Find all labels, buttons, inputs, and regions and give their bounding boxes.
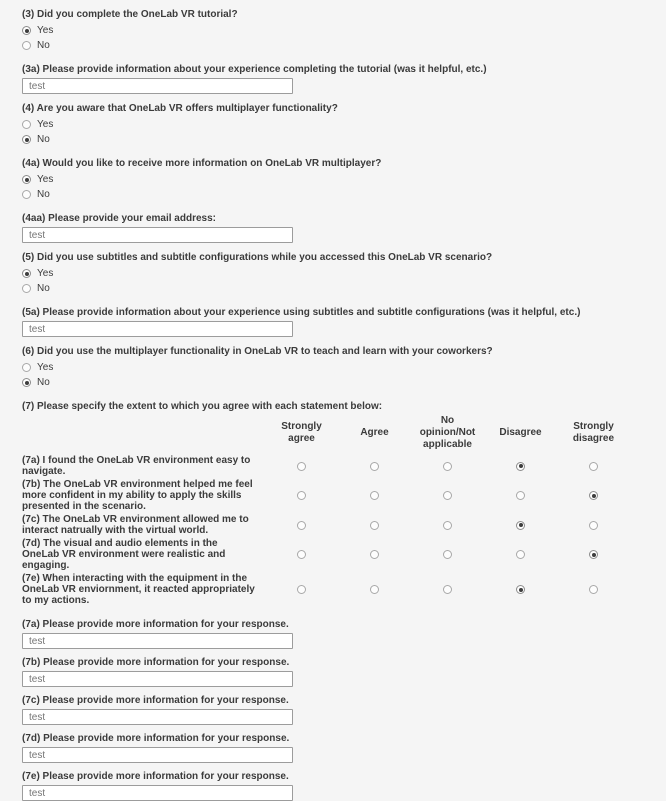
matrix-row	[22, 513, 644, 537]
survey-form	[22, 8, 644, 801]
question-label: (4a) Would you like to receive more information on OneLab VR multiplayer?	[22, 158, 382, 169]
question-label: (7a) Please provide more information for your response.	[22, 619, 289, 630]
matrix-radio-cell[interactable]	[484, 513, 557, 537]
radio-icon[interactable]	[297, 585, 306, 594]
radio-option-yes[interactable]	[22, 117, 644, 132]
matrix-corner	[22, 415, 265, 451]
matrix-statement: (7d) The visual and audio elements in the OneLab VR environment were realistic and engaging.	[22, 538, 226, 571]
radio-icon[interactable]	[22, 269, 31, 278]
question-label: (5a) Please provide information about your experience using subtitles and subtitle configurations (was it helpful, etc.)	[22, 307, 581, 318]
matrix-column-header: Strongly disagree	[572, 421, 615, 444]
radio-option-no[interactable]	[22, 281, 644, 296]
matrix-statement: (7a) I found the OneLab VR environment easy to navigate.	[22, 455, 251, 477]
radio-icon[interactable]	[589, 521, 598, 530]
radio-option-label: Yes	[37, 119, 54, 130]
matrix-radio-cell[interactable]	[557, 572, 630, 607]
question-label: (6) Did you use the multiplayer functionality in OneLab VR to teach and learn with your coworkers?	[22, 346, 493, 357]
question-label: (3) Did you complete the OneLab VR tutorial?	[22, 9, 238, 20]
radio-option-label: No	[37, 40, 50, 51]
text-input-q4aa[interactable]	[22, 227, 293, 243]
matrix-statement: (7e) When interacting with the equipment in the OneLab VR enviornment, it reacted appropriately to my actions.	[22, 573, 255, 606]
question-q6	[22, 345, 644, 390]
radio-option-no[interactable]	[22, 187, 644, 202]
radio-option-no[interactable]	[22, 38, 644, 53]
radio-option-no[interactable]	[22, 375, 644, 390]
radio-option-label: No	[37, 189, 50, 200]
question-q7a-more	[22, 618, 644, 649]
text-input-q7a-more[interactable]	[22, 633, 293, 649]
question-q4aa	[22, 212, 644, 243]
text-input-q5a[interactable]	[22, 321, 293, 337]
radio-icon[interactable]	[297, 521, 306, 530]
matrix-radio-cell[interactable]	[411, 454, 484, 478]
question-q5	[22, 251, 644, 296]
question-label: (4) Are you aware that OneLab VR offers multiplayer functionality?	[22, 103, 338, 114]
matrix-radio-cell[interactable]	[265, 478, 338, 513]
question-label: (4aa) Please provide your email address:	[22, 213, 216, 224]
radio-option-yes[interactable]	[22, 172, 644, 187]
matrix-radio-cell[interactable]	[265, 454, 338, 478]
radio-option-label: Yes	[37, 268, 54, 279]
radio-icon[interactable]	[22, 378, 31, 387]
question-q7	[22, 400, 644, 607]
radio-icon[interactable]	[370, 462, 379, 471]
radio-icon[interactable]	[443, 462, 452, 471]
radio-icon[interactable]	[589, 491, 598, 500]
question-q3a	[22, 63, 644, 94]
radio-option-no[interactable]	[22, 132, 644, 147]
matrix-radio-cell[interactable]	[557, 513, 630, 537]
question-label: (7) Please specify the extent to which you agree with each statement below:	[22, 401, 383, 412]
radio-icon[interactable]	[22, 135, 31, 144]
radio-icon[interactable]	[443, 521, 452, 530]
radio-option-label: No	[37, 134, 50, 145]
radio-icon[interactable]	[22, 363, 31, 372]
radio-icon[interactable]	[22, 120, 31, 129]
matrix-radio-cell[interactable]	[338, 537, 411, 572]
question-label: (7b) Please provide more information for your response.	[22, 657, 290, 668]
radio-icon[interactable]	[370, 585, 379, 594]
matrix-radio-cell[interactable]	[411, 513, 484, 537]
matrix-radio-cell[interactable]	[338, 454, 411, 478]
radio-option-label: Yes	[37, 174, 54, 185]
text-input-q7c-more[interactable]	[22, 709, 293, 725]
radio-icon[interactable]	[297, 462, 306, 471]
radio-option-yes[interactable]	[22, 23, 644, 38]
matrix-statement: (7c) The OneLab VR environment allowed me to interact natrually with the virtual world.	[22, 514, 249, 536]
radio-icon[interactable]	[516, 521, 525, 530]
matrix-radio-cell[interactable]	[265, 513, 338, 537]
radio-icon[interactable]	[370, 550, 379, 559]
radio-icon[interactable]	[516, 585, 525, 594]
radio-icon[interactable]	[516, 462, 525, 471]
question-q5a	[22, 306, 644, 337]
radio-icon[interactable]	[443, 550, 452, 559]
radio-icon[interactable]	[589, 550, 598, 559]
matrix-radio-cell[interactable]	[411, 572, 484, 607]
matrix-radio-cell[interactable]	[338, 513, 411, 537]
matrix-row	[22, 537, 644, 572]
question-q3	[22, 8, 644, 53]
matrix-row	[22, 454, 644, 478]
radio-icon[interactable]	[22, 190, 31, 199]
question-q7e-more	[22, 770, 644, 801]
radio-icon[interactable]	[22, 175, 31, 184]
matrix-row	[22, 478, 644, 513]
question-q4	[22, 102, 644, 147]
matrix-radio-cell[interactable]	[484, 478, 557, 513]
matrix-column-header: Disagree	[499, 427, 542, 438]
radio-icon[interactable]	[516, 550, 525, 559]
question-q4a	[22, 157, 644, 202]
radio-icon[interactable]	[297, 550, 306, 559]
matrix-radio-cell[interactable]	[484, 537, 557, 572]
radio-option-label: Yes	[37, 25, 54, 36]
matrix-radio-cell[interactable]	[265, 572, 338, 607]
matrix-column-header: Strongly agree	[281, 421, 322, 444]
matrix-radio-cell[interactable]	[411, 537, 484, 572]
radio-option-label: No	[37, 377, 50, 388]
matrix-header-row	[22, 415, 644, 451]
matrix-radio-cell[interactable]	[338, 478, 411, 513]
text-input-q7d-more[interactable]	[22, 747, 293, 763]
radio-icon[interactable]	[22, 26, 31, 35]
matrix-radio-cell[interactable]	[484, 572, 557, 607]
radio-icon[interactable]	[589, 462, 598, 471]
question-label: (7c) Please provide more information for your response.	[22, 695, 289, 706]
matrix-column-header: Agree	[360, 427, 389, 438]
matrix-radio-cell[interactable]	[484, 454, 557, 478]
matrix-radio-cell[interactable]	[265, 537, 338, 572]
matrix-statement: (7b) The OneLab VR environment helped me feel more confident in my ability to apply the skills presented in the scenario.	[22, 479, 253, 512]
text-input-q3a[interactable]	[22, 78, 293, 94]
matrix-row	[22, 572, 644, 607]
question-q7b-more	[22, 656, 644, 687]
matrix-column-header: No opinion/Not applicable	[419, 415, 476, 450]
radio-icon[interactable]	[443, 585, 452, 594]
matrix-radio-cell[interactable]	[557, 478, 630, 513]
radio-option-label: Yes	[37, 362, 54, 373]
question-label: (7e) Please provide more information for your response.	[22, 771, 289, 782]
radio-icon[interactable]	[22, 284, 31, 293]
matrix-radio-cell[interactable]	[338, 572, 411, 607]
text-input-q7b-more[interactable]	[22, 671, 293, 687]
radio-option-yes[interactable]	[22, 360, 644, 375]
matrix-radio-cell[interactable]	[557, 454, 630, 478]
radio-icon[interactable]	[516, 491, 525, 500]
question-q7c-more	[22, 694, 644, 725]
radio-option-label: No	[37, 283, 50, 294]
question-label: (7d) Please provide more information for your response.	[22, 733, 290, 744]
radio-icon[interactable]	[370, 521, 379, 530]
radio-icon[interactable]	[297, 491, 306, 500]
text-input-q7e-more[interactable]	[22, 785, 293, 801]
radio-icon[interactable]	[370, 491, 379, 500]
radio-icon[interactable]	[589, 585, 598, 594]
radio-icon[interactable]	[22, 41, 31, 50]
matrix-radio-cell[interactable]	[411, 478, 484, 513]
radio-icon[interactable]	[443, 491, 452, 500]
radio-option-yes[interactable]	[22, 266, 644, 281]
question-label: (3a) Please provide information about your experience completing the tutorial (was it helpful, etc.)	[22, 64, 487, 75]
question-label: (5) Did you use subtitles and subtitle configurations while you accessed this OneLab VR scenario?	[22, 252, 493, 263]
matrix-radio-cell[interactable]	[557, 537, 630, 572]
question-q7d-more	[22, 732, 644, 763]
